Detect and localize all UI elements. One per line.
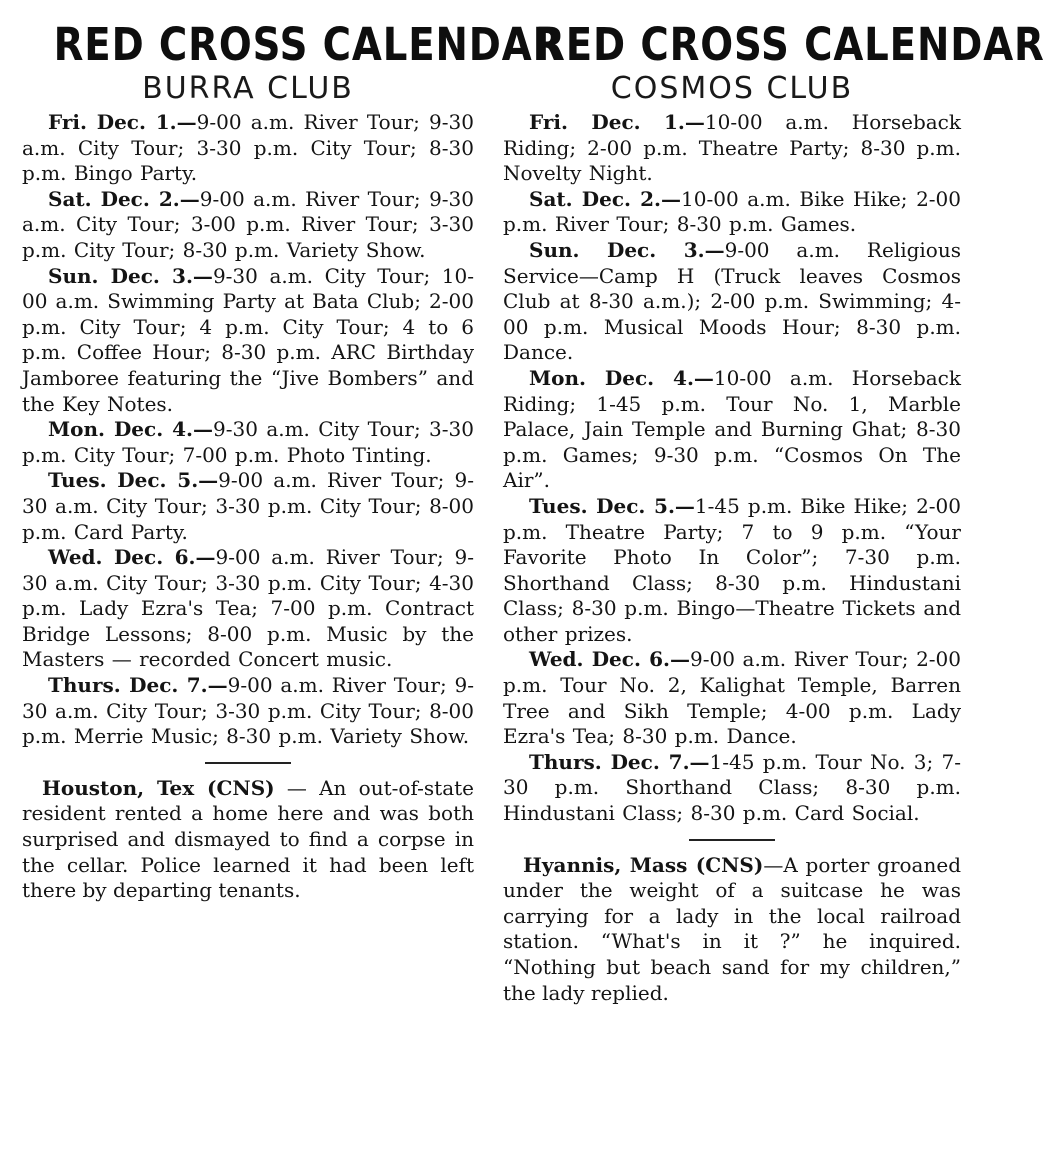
entry-text: 9-30 a.m. City Tour; 10-00 a.m. Swimming Party at Bata Club; 2-00 p.m. City Tour; 4 p.m. City Tour; 4 to 6 p.m. Coffee Hour; 8-30 p.m. ARC Birthday Jamboree featuring the “Jive Bombers” and the Key Notes.	[22, 263, 474, 416]
entry-date: Mon. Dec. 4.—	[48, 417, 214, 442]
entry-date: Sat. Dec. 2.—	[529, 186, 682, 211]
entry-date: Sat. Dec. 2.—	[48, 186, 200, 211]
left-headline: RED CROSS CALENDAR	[53, 18, 564, 71]
entry-date: Wed. Dec. 6.—	[48, 545, 216, 570]
right-entry-fri	[503, 110, 961, 187]
entry-date: Fri. Dec. 1.—	[48, 110, 197, 134]
entry-date: Tues. Dec. 5.—	[48, 468, 219, 493]
entry-text: 9-00 a.m. River Tour; 9-30 a.m. City Tour; 3-30 p.m. City Tour; 4-30 p.m. Lady Ezra's Tea; 7-00 p.m. Contract Bridge Lessons; 8-00 p.m. Music by the Masters — recorded Concert music.	[22, 545, 475, 672]
entry-text: 9-30 a.m. City Tour; 3-30 p.m. City Tour; 7-00 p.m. Photo Tinting.	[22, 417, 474, 467]
entry-text: 10-00 a.m. Horseback Riding; 2-00 p.m. Theatre Party; 8-30 p.m. Novelty Night.	[503, 110, 961, 186]
left-entry-wed	[22, 545, 474, 673]
story-dateline: Houston, Tex (CNS)	[42, 775, 275, 800]
right-entry-tues	[503, 494, 961, 648]
entry-date: Thurs. Dec. 7.—	[48, 673, 228, 698]
entry-text: 9-00 a.m. River Tour; 2-00 p.m. Tour No. 2, Kalighat Temple, Barren Tree and Sikh Temple; 4-00 p.m. Lady Ezra's Tea; 8-30 p.m. Dance.	[503, 647, 962, 749]
story-dateline: Hyannis, Mass (CNS)	[523, 852, 764, 877]
left-entry-sun	[22, 264, 474, 418]
right-entry-wed	[503, 647, 961, 749]
left-entry-fri	[22, 110, 474, 187]
entry-text: 10-00 a.m. Bike Hike; 2-00 p.m. River Tour; 8-30 p.m. Games.	[503, 186, 961, 237]
left-club-name: BURRA CLUB	[142, 71, 354, 106]
right-entry-sat	[503, 187, 961, 238]
left-news-item	[22, 776, 474, 904]
entry-date: Sun. Dec. 3.—	[529, 237, 725, 262]
left-column	[22, 0, 564, 904]
divider-rule	[689, 839, 775, 841]
entry-date: Thurs. Dec. 7.—	[529, 749, 710, 774]
story-text: — An out-of-state resident rented a home here and was both surprised and dismayed to find a corpse in the cellar. Police learned it had been left there by departing tenants.	[22, 775, 474, 903]
right-news-item	[503, 853, 961, 1007]
entry-date: Sun. Dec. 3.—	[48, 263, 213, 288]
story-text: —A porter groaned under the weight of a suitcase he was carrying for a lady in the local railroad station. “What's in it ?” he inquired. “Nothing but beach sand for my children,” the lady replied.	[503, 852, 961, 1005]
entry-text: 9-00 a.m. River Tour; 9-30 a.m. City Tour; 3-00 p.m. River Tour; 3-30 p.m. City Tour; 8-30 p.m. Variety Show.	[22, 186, 474, 262]
right-club-name: COSMOS CLUB	[610, 71, 854, 106]
left-entry-mon	[22, 417, 474, 468]
entry-text: 1-45 p.m. Tour No. 3; 7-30 p.m. Shorthand Class; 8-30 p.m. Hindustani Class; 8-30 p.m. Card Social.	[503, 749, 961, 826]
right-entry-sun	[503, 238, 961, 366]
entry-date: Wed. Dec. 6.—	[529, 647, 690, 672]
left-entry-tues	[22, 468, 474, 545]
entry-text: 9-00 a.m. River Tour; 9-30 a.m. City Tour; 3-30 p.m. City Tour; 8-00 p.m. Card Party.	[22, 468, 474, 544]
right-headline: RED CROSS CALENDAR	[535, 18, 1045, 71]
entry-text: 1-45 p.m. Bike Hike; 2-00 p.m. Theatre Party; 7 to 9 p.m. “Your Favorite Photo In Color”; 7-30 p.m. Shorthand Class; 8-30 p.m. Hindustani Class; 8-30 p.m. Bingo—Theatre Tickets and other prizes.	[503, 493, 961, 646]
entry-date: Fri. Dec. 1.—	[529, 110, 705, 134]
entry-text: 9-00 a.m. River Tour; 9-30 a.m. City Tour; 3-30 p.m. City Tour; 8-00 p.m. Merrie Music; 8-30 p.m. Variety Show.	[22, 673, 474, 749]
entry-text: 9-00 a.m. River Tour; 9-30 a.m. City Tour; 3-30 p.m. City Tour; 8-30 p.m. Bingo Party.	[22, 110, 474, 186]
divider-rule	[205, 762, 291, 764]
right-column	[503, 0, 1045, 1006]
entry-date: Mon. Dec. 4.—	[529, 365, 714, 390]
entry-text: 9-00 a.m. Religious Service—Camp H (Truck leaves Cosmos Club at 8-30 a.m.); 2-00 p.m. Swimming; 4-00 p.m. Musical Moods Hour; 8-30 p.m. Dance.	[503, 237, 961, 365]
right-entry-mon	[503, 366, 961, 494]
left-entry-sat	[22, 187, 474, 264]
left-entry-thurs	[22, 673, 474, 750]
right-entry-thurs	[503, 750, 961, 827]
entry-date: Tues. Dec. 5.—	[529, 493, 695, 518]
entry-text: 10-00 a.m. Horseback Riding; 1-45 p.m. Tour No. 1, Marble Palace, Jain Temple and Burning Ghat; 8-30 p.m. Games; 9-30 p.m. “Cosmos On The Air”.	[503, 365, 961, 493]
